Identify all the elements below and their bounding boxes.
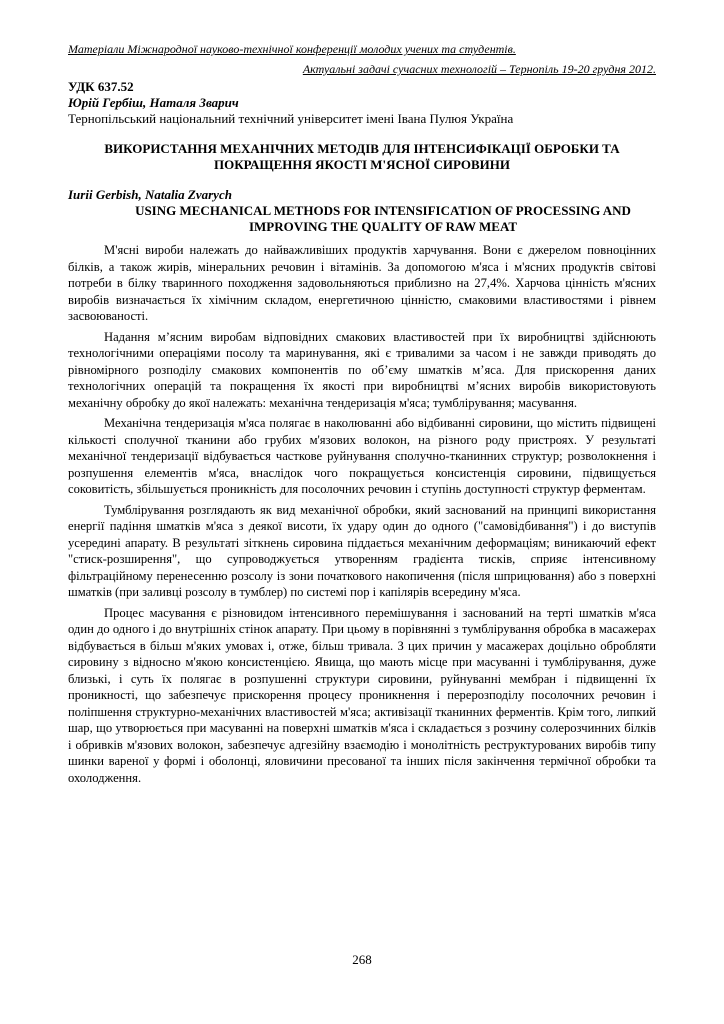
authors-ukrainian: Юрій Гербіш, Наталя Зварич	[68, 95, 239, 110]
conference-header-line2: Актуальні задачі сучасних технологій – Тернопіль 19-20 грудня 2012.	[302, 62, 656, 76]
page-number: 268	[352, 952, 372, 967]
conference-header-line1: Матеріали Міжнародної науково-технічної конференції молодих учених та студентів.	[68, 42, 516, 56]
paragraph-5: Процес масування є різновидом інтенсивного перемішування і заснований на терті шматків м'яса один до одного і до внутрішніх стінок апарату. При цьому в порівнянні з тумблірування обробка в масажерах відбувається в більш м'яких умовах і, отже, більш тривала. З цих причин у масажерах доцільно обробляти сировину з відносно м'якою консистенцією. Явища, що мають місце при масуванні і тумблірування, дуже близькі, і суть їх полягає в розпушенні структури сировини, руйнуванні мембран і підвищенні їх проникності, що забезпечує прискорення процесу проникнення і перерозподілу посолочних речовин і поліпшення структурно-механічних властивостей м'яса; активізації тканинних ферментів. Крім того, липкий шар, що утворюється при масуванні на поверхні шматків м'яса і складається з розчину солерозчинних білків і обривків м'язових волокон, забезпечує адгезійну взаємодію і монолітність реструктурованих виробів типу шинки вареної у формі і оболонці, яловичини пресованої та інших після закінчення термічної обробки та охолодження.	[68, 605, 656, 785]
title-english: USING MECHANICAL METHODS FOR INTENSIFICATION OF PROCESSING AND IMPROVING THE QUALITY OF RAW MEAT	[135, 203, 631, 234]
affiliation: Тернопільський національний технічний університет імені Івана Пулюя Україна	[68, 111, 514, 126]
udc-code: УДК 637.52	[68, 79, 134, 94]
authors-english: Iurii Gerbish, Natalia Zvarych	[68, 187, 232, 202]
paragraph-3: Механічна тендеризація м'яса полягає в наколюванні або відбиванні сировини, що містить підвищені кількості сполучної тканини або грубих м'язових волокон, на різного роду пристроях. У результаті механічної тендеризації відбувається часткове руйнування сполучно-тканинних структур; розволокнення і розпушення елементів м'яса, внаслідок чого покращується консистенція сировини, підвищується соковитість, збільшується проникність для посолочних речовин і ступінь доступності структур ферментам.	[68, 416, 656, 496]
paragraph-1: М'ясні вироби належать до найважливіших продуктів харчування. Вони є джерелом повноцінних білків, а також жирів, мінеральних речовин і вітамінів. За допомогою м'яса і м'ясних продуктів світові потреби в білку тваринного походження задовольняються приблизно на 27,4%. Харчова цінність м'ясних виробів визначається їх хімічним складом, енергетичною цінністю, смаковими властивостями і рівнем засвоюваності.	[68, 243, 656, 323]
paragraph-4: Тумблірування розглядають як вид механічної обробки, який заснований на принципі використання енергії падіння шматків м'яса з деякої висоти, їх удару один до одного ("самовідбивання") і до виступів усередині апарату. В результаті зіткнень сировина піддається механічним деформаціям; виникаючий ефект "стиск-розширення", що супроводжується утворенням градієнта тисків, сприяє інтенсивному фільтраційному перенесенню розсолу із зони початкового накопичення (після шприцювання) або з поверхні шматків (при заливці розсолу в тумблер) по системі пор і капілярів всередину м'яса.	[68, 502, 656, 599]
title-ukrainian: ВИКОРИСТАННЯ МЕХАНІЧНИХ МЕТОДІВ ДЛЯ ІНТЕНСИФІКАЦІЇ ОБРОБКИ ТА ПОКРАЩЕННЯ ЯКОСТІ М'ЯСНОЇ СИРОВИНИ	[104, 141, 620, 172]
paragraph-2: Надання м’ясним виробам відповідних смакових властивостей при їх виробництві здійснюють технологічними операціями посолу та маринування, які є тривалими за часом і не завжди приводять до рівномірного розподілу смакових компонентів по об’єму шматків м’яса. Для прискорення даних технологічних операцій та покращення їх якості при виробництві м’ясних виробів використовують механічну обробку до якої належать: механічна тендеризація м'яса; тумблірування; масування.	[68, 329, 656, 410]
article-body	[68, 242, 656, 790]
